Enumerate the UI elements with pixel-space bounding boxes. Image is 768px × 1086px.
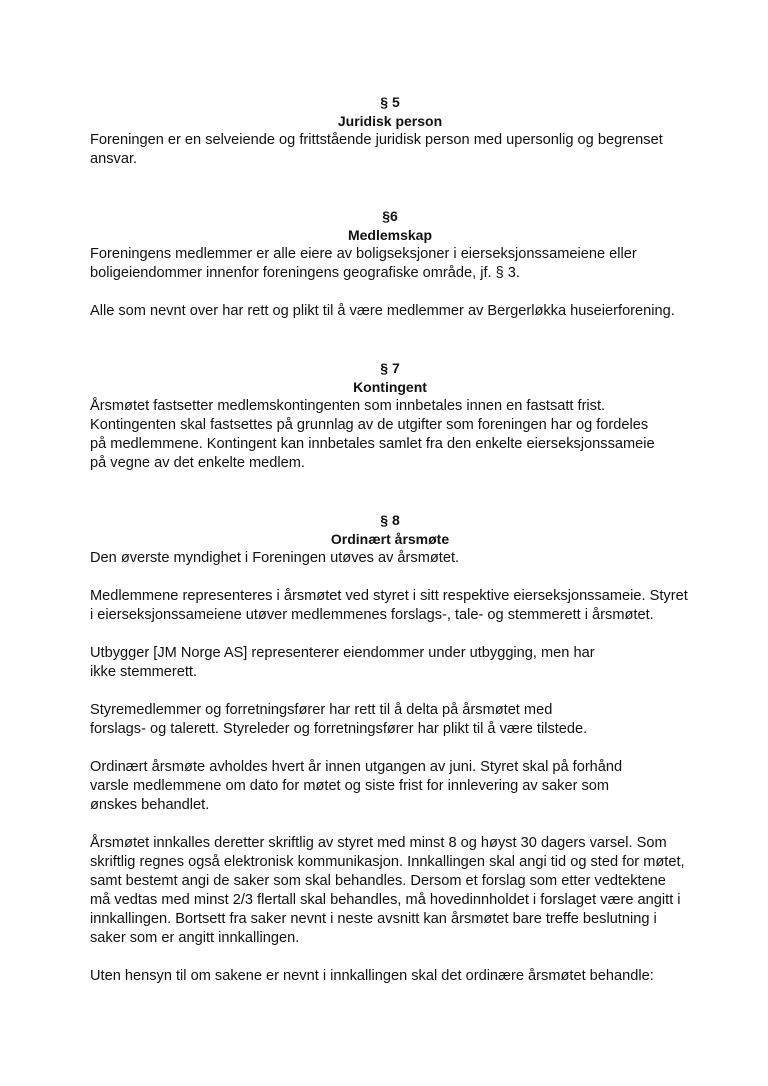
paragraph: Alle som nevnt over har rett og plikt til å være medlemmer av Bergerløkka huseierforening.	[90, 303, 675, 319]
section-8	[90, 511, 690, 986]
paragraph: Den øverste myndighet i Foreningen utøves av årsmøtet.	[90, 550, 460, 566]
section-title: Ordinært årsmøte	[330, 531, 450, 547]
section-5	[90, 93, 690, 169]
section-6	[90, 207, 690, 321]
section-7	[90, 359, 690, 473]
section-number: § 7	[380, 360, 400, 376]
section-number: §6	[382, 208, 398, 224]
paragraph: Utbygger [JM Norge AS] representerer eiendommer under utbygging, men har ikke stemmerett.	[90, 645, 595, 680]
paragraph: Uten hensyn til om sakene er nevnt i innkallingen skal det ordinære årsmøtet behandle:	[90, 968, 654, 984]
paragraph: Foreningens medlemmer er alle eiere av boligseksjoner i eierseksjonssameiene eller boligeiendommer innenfor foreningens geografiske område, jf. § 3.	[90, 246, 637, 281]
paragraph: Årsmøtet fastsetter medlemskontingenten som innbetales innen en fastsatt frist. Kontingenten skal fastsettes på grunnlag av de utgifter som foreningen har og fordeles på medlemmene. Kontingent kan innbetales samlet fra den enkelte eierseksjonssameie på vegne av det enkelte medlem.	[90, 398, 655, 471]
section-title: Medlemskap	[347, 227, 433, 243]
paragraph: Styremedlemmer og forretningsfører har rett til å delta på årsmøtet med forslags- og talerett. Styreleder og forretningsfører har plikt til å være tilstede.	[90, 702, 588, 737]
paragraph: Årsmøtet innkalles deretter skriftlig av styret med minst 8 og høyst 30 dagers varsel. Som skriftlig regnes også elektronisk kommunikasjon. Innkallingen skal angi tid og sted for møtet, samt bestemt angi de saker som skal behandles. Dersom et forslag som etter vedtektene må vedtas med minst 2/3 flertall skal behandles, må hovedinnholdet i forslaget være angitt i innkallingen. Bortsett fra saker nevnt i neste avsnitt kan årsmøtet bare treffe beslutning i saker som er angitt innkallingen.	[90, 835, 685, 946]
paragraph: Foreningen er en selveiende og frittstående juridisk person med upersonlig og begrenset ansvar.	[90, 132, 663, 167]
section-number: § 8	[380, 512, 400, 528]
section-number: § 5	[380, 94, 400, 110]
paragraph: Medlemmene representeres i årsmøtet ved styret i sitt respektive eierseksjonssameie. Styret i eierseksjonssameiene utøver medlemmenes forslags-, tale- og stemmerett i årsmøtet.	[90, 588, 688, 623]
document-content	[90, 93, 690, 986]
section-title: Juridisk person	[337, 113, 443, 129]
paragraph: Ordinært årsmøte avholdes hvert år innen utgangen av juni. Styret skal på forhånd varsle medlemmene om dato for møtet og siste frist for innlevering av saker som ønskes behandlet.	[90, 759, 623, 813]
section-title: Kontingent	[353, 379, 427, 395]
